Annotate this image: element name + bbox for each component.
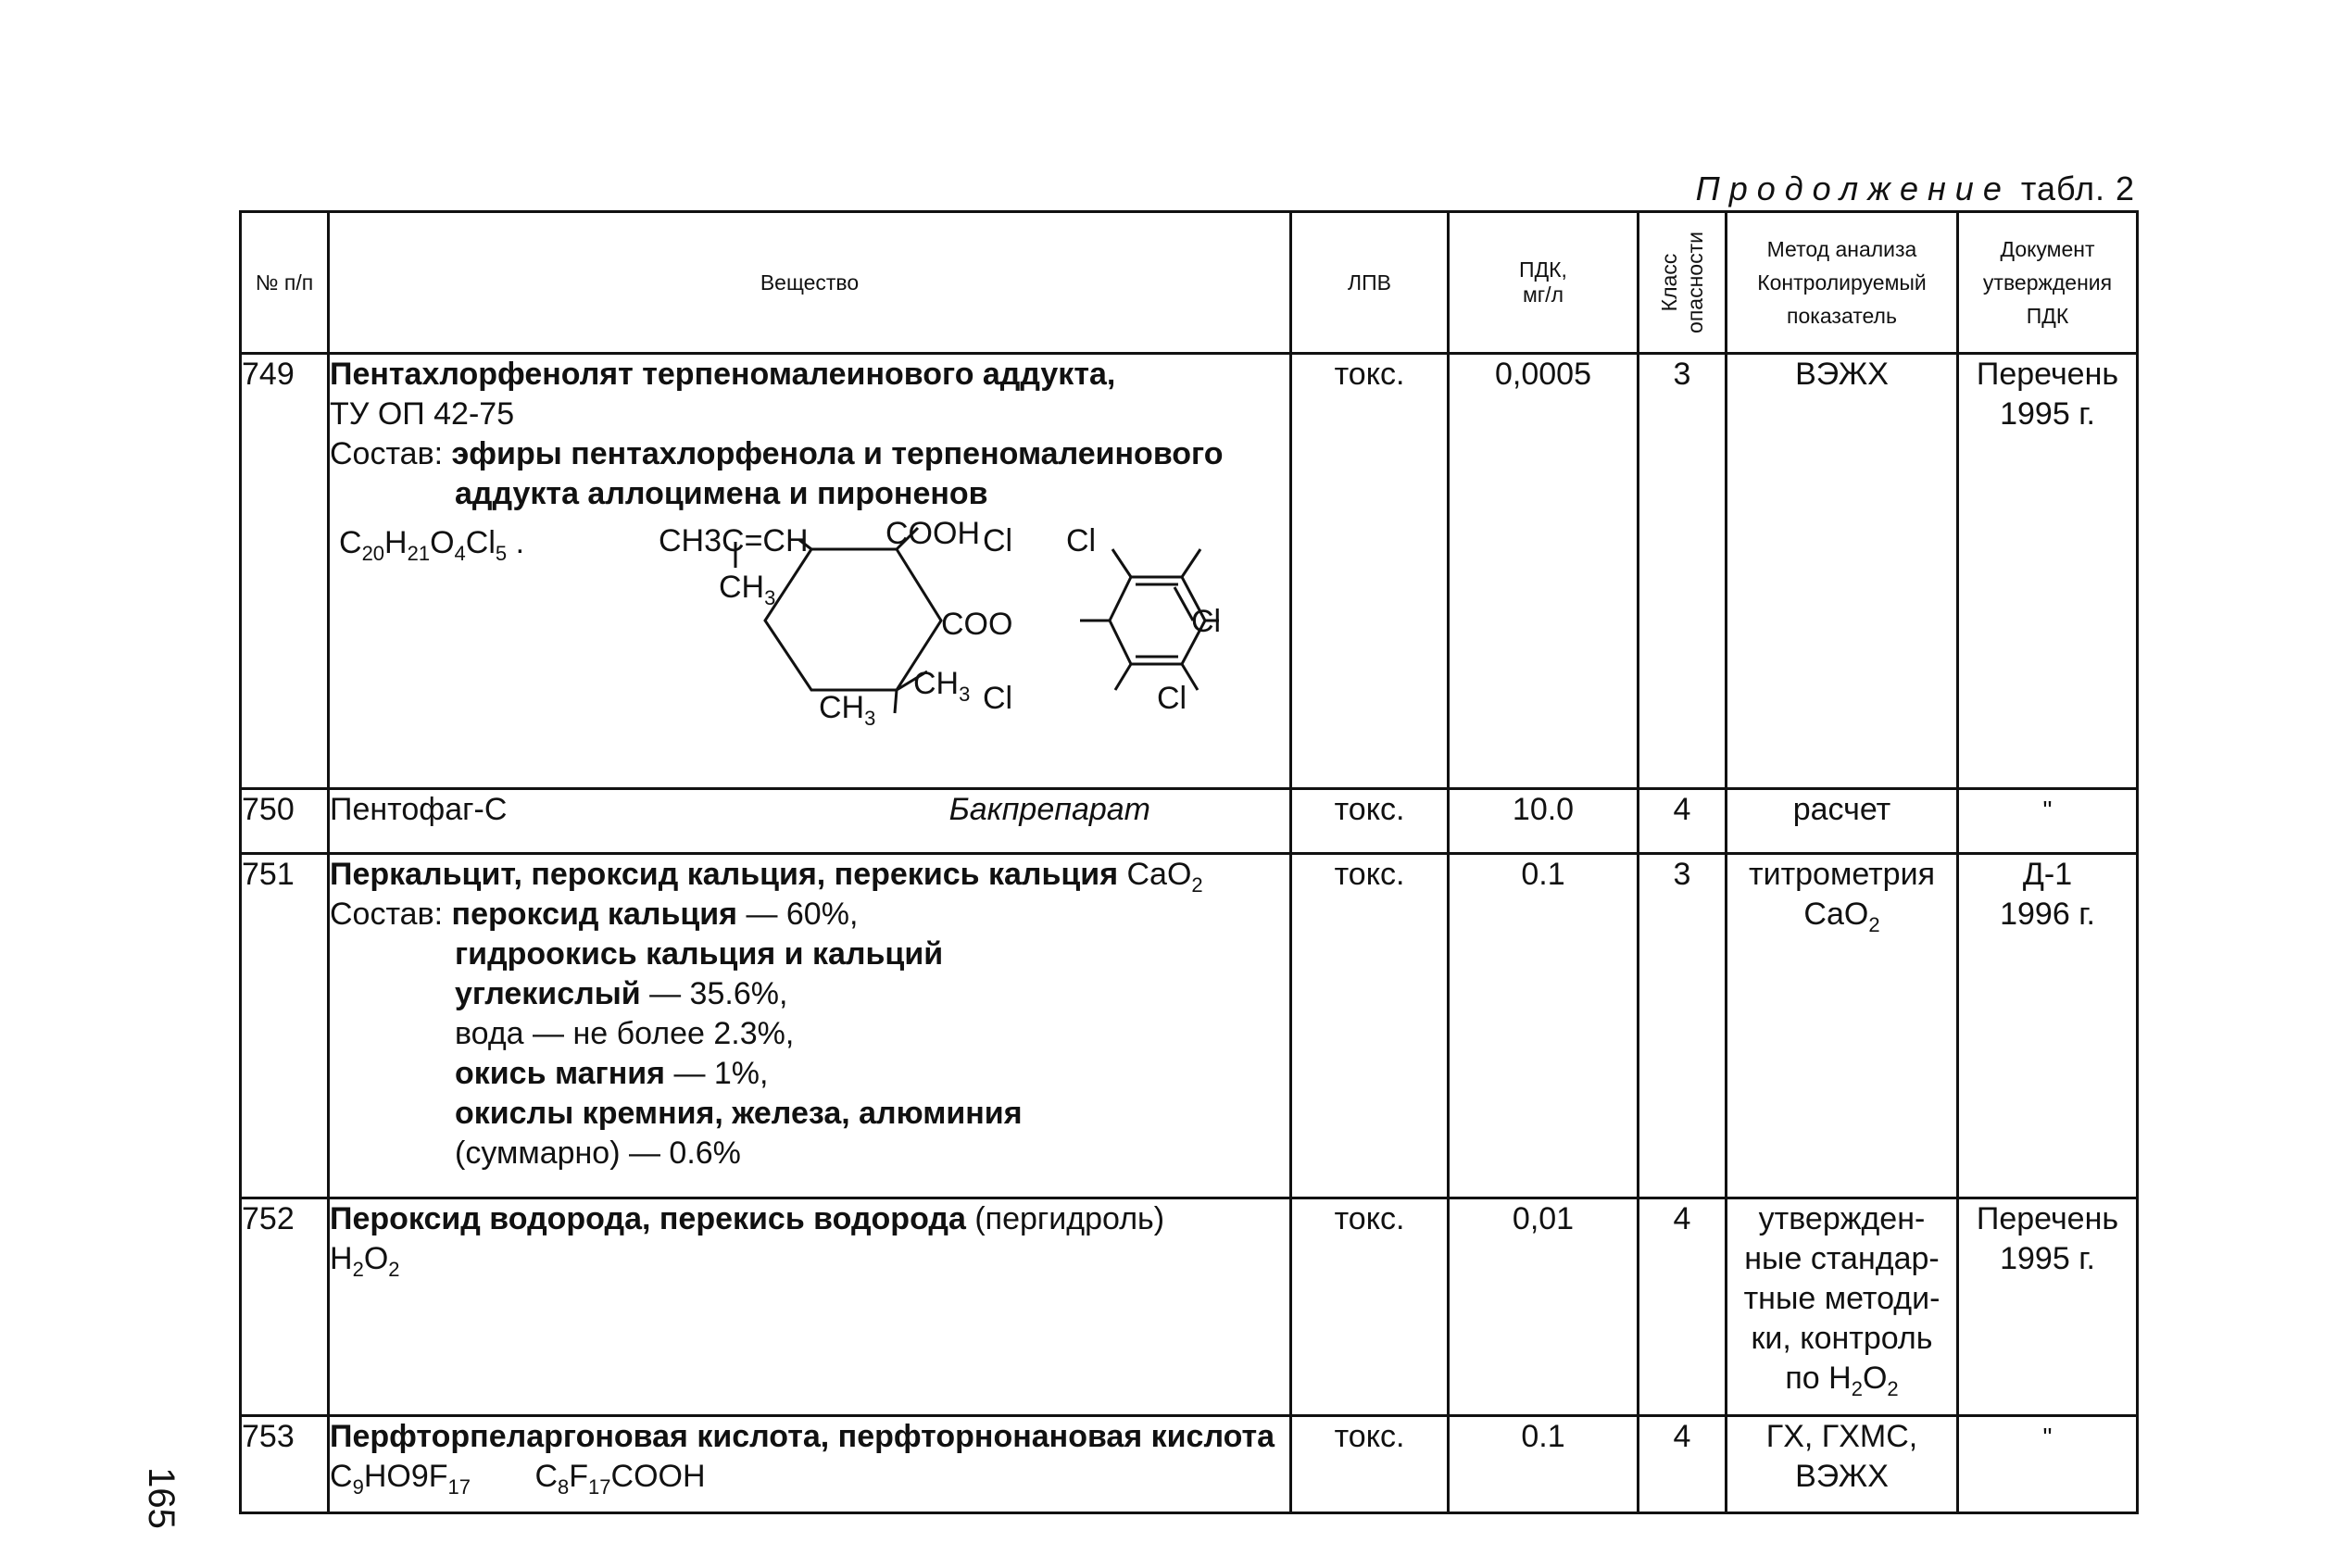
row-751-c7: (суммарно) — 0.6% [455, 1135, 741, 1171]
header-method-line1: Метод анализа [1766, 237, 1917, 261]
row-749-name: Пентахлорфенолят терпеномалеинового аддукта, [330, 357, 1116, 392]
header-substance: Вещество [329, 212, 1291, 354]
row-750-doc: " [1958, 789, 2138, 854]
row-752-doc [1958, 1198, 2138, 1416]
row-751-pdk: 0.1 [1449, 854, 1639, 1198]
row-752-substance [329, 1198, 1291, 1416]
struct-cl-3: Cl [1191, 604, 1222, 639]
header-method-line3: показатель [1787, 304, 1897, 328]
row-749-comp-label: Состав: [330, 436, 444, 471]
caption-table-ref: табл. 2 [2020, 169, 2135, 207]
bond-cl-1 [1112, 549, 1131, 577]
row-750-class: 4 [1639, 789, 1727, 854]
row-749-substance [329, 354, 1291, 789]
header-pdk-line1: ПДК, [1519, 257, 1567, 282]
row-752-name: Пероксид водорода, перекись водорода [330, 1201, 966, 1236]
struct-ch3-b: $CH_3$ [913, 666, 971, 706]
row-753-doc: " [1958, 1416, 2138, 1513]
struct-cl-1: Cl [983, 523, 1013, 558]
row-749-doc-2: 1995 г. [2000, 396, 2095, 432]
struct-ch3-a: $CH_3$ [819, 690, 876, 730]
row-750-substance [329, 789, 1291, 854]
row-751-name: Перкальцит, пероксид кальция, перекись кальция [330, 857, 1119, 892]
row-752-name2: (пергидроль) [965, 1201, 1165, 1236]
header-doc-line3: ПДК [2026, 304, 2069, 328]
table-row [241, 354, 2138, 789]
row-751-lpv: токс. [1291, 854, 1449, 1198]
row-751-doc [1958, 854, 2138, 1198]
row-750-type: Бакпрепарат [948, 792, 1150, 827]
row-751-c1b: пероксид кальция [451, 897, 737, 932]
header-method [1727, 212, 1958, 354]
row-753-formula-1: $C_9HO9F_{17}$ [330, 1459, 471, 1499]
row-749-pdk: 0,0005 [1449, 354, 1639, 789]
row-752-method-4: ки, контроль [1751, 1321, 1933, 1356]
table-row [241, 854, 2138, 1198]
row-751-method [1727, 854, 1958, 1198]
row-749-doc-1: Перечень [1976, 357, 2119, 392]
row-751-c5: — 1%, [665, 1056, 769, 1091]
row-753-method-1: ГХ, ГХМС, [1765, 1419, 1918, 1454]
bond-cl-2 [1182, 549, 1200, 577]
row-750-method: расчет [1727, 789, 1958, 854]
row-753-method [1727, 1416, 1958, 1513]
row-752-pdk: 0,01 [1449, 1198, 1639, 1416]
row-749-class: 3 [1639, 354, 1727, 789]
row-751-doc-1: Д-1 [2022, 857, 2073, 892]
header-class [1639, 212, 1727, 354]
bond-cl-4 [1115, 664, 1131, 690]
row-749-doc [1958, 354, 2138, 789]
page-number: 165 [140, 1467, 182, 1529]
row-749-comp-1: эфиры пентахлорфенола и терпеномалеинового [451, 436, 1224, 471]
row-751-c2b: гидроокись кальция и кальций [455, 936, 944, 972]
row-753-lpv: токс. [1291, 1416, 1449, 1513]
struct-l1: CH3C=CH [659, 523, 809, 558]
header-method-line2: Контролируемый [1757, 270, 1927, 295]
row-749-formula: $C_{20}H_{21}O_4Cl_5$ . [339, 525, 525, 565]
header-row [241, 212, 2138, 354]
row-751-doc-2: 1996 г. [2000, 897, 2095, 932]
header-doc-line1: Документ [2000, 237, 2095, 261]
row-753-class: 4 [1639, 1416, 1727, 1513]
row-752-num: 752 [241, 1198, 329, 1416]
row-752-lpv: токс. [1291, 1198, 1449, 1416]
header-doc [1958, 212, 2138, 354]
struct-cl-2: Cl [1066, 523, 1097, 558]
struct-cl-4: Cl [983, 681, 1013, 716]
header-doc-line2: утверждения [1982, 270, 2113, 295]
row-751-method-1: титрометрия [1749, 857, 1935, 892]
row-750-name: Пентофаг-С [330, 792, 508, 827]
row-752-class: 4 [1639, 1198, 1727, 1416]
header-num: № п/п [241, 212, 329, 354]
row-751-c3: — 35.6%, [640, 976, 788, 1011]
struct-coo: COO [941, 607, 1013, 642]
row-753-substance [329, 1416, 1291, 1513]
row-750-pdk: 10.0 [1449, 789, 1639, 854]
row-751-c5b: окись магния [455, 1056, 665, 1091]
row-751-formula: CaO$_2$ [1126, 857, 1203, 897]
header-lpv: ЛПВ [1291, 212, 1449, 354]
row-753-method-2: ВЭЖХ [1795, 1459, 1889, 1494]
row-752-formula: $H_2O_2$ [330, 1241, 400, 1281]
row-753-num: 753 [241, 1416, 329, 1513]
row-752-doc-2: 1995 г. [2000, 1241, 2095, 1276]
struct-cl-5: Cl [1157, 681, 1187, 716]
struct-cooh: COOH [885, 516, 980, 551]
row-749-comp-2: аддукта аллоцимена и пироненов [455, 476, 988, 511]
table-row [241, 1198, 2138, 1416]
caption-continuation: Продолжение [1695, 169, 2011, 207]
row-751-num: 751 [241, 854, 329, 1198]
row-749-lpv: токс. [1291, 354, 1449, 789]
header-class-line1: Класс [1657, 253, 1681, 312]
row-750-num: 750 [241, 789, 329, 854]
row-752-doc-1: Перечень [1976, 1201, 2119, 1236]
table-row [241, 789, 2138, 854]
row-751-method-2: CaO$_2$ [1803, 897, 1880, 936]
row-751-c6b: окислы кремния, железа, алюминия [455, 1096, 1023, 1131]
row-751-comp-label: Состав: [330, 897, 444, 932]
table-caption [1696, 169, 2135, 208]
row-749-tu: ТУ ОП 42-75 [330, 396, 515, 432]
row-751-substance [329, 854, 1291, 1198]
row-749-method: ВЭЖХ [1727, 354, 1958, 789]
row-751-c1: — 60%, [737, 897, 859, 932]
header-pdk [1449, 212, 1639, 354]
row-751-class: 3 [1639, 854, 1727, 1198]
row-753-formula-2: $C_8F_{17}COOH$ [534, 1459, 706, 1499]
header-class-line2: опасности [1683, 232, 1707, 333]
row-752-method-2: ные стандар- [1744, 1241, 1940, 1276]
struct-ch3-top: $CH_3$ [719, 570, 776, 609]
row-752-method-1: утвержден- [1758, 1201, 1926, 1236]
bond-ch3-a [895, 690, 897, 713]
substances-table [239, 210, 2139, 1514]
row-752-method-3: тные методи- [1743, 1281, 1940, 1316]
row-751-c4: вода — не более 2.3%, [455, 1016, 795, 1051]
header-pdk-line2: мг/л [1522, 282, 1564, 307]
row-753-name: Перфторпеларгоновая кислота, перфторнонановая кислота [330, 1419, 1275, 1454]
row-749-structure [330, 514, 1289, 730]
row-752-method [1727, 1198, 1958, 1416]
row-750-lpv: токс. [1291, 789, 1449, 854]
row-753-formulas [330, 1457, 1289, 1497]
row-752-method-5: по $H_2O_2$ [1785, 1361, 1899, 1400]
table-row [241, 1416, 2138, 1513]
row-753-pdk: 0.1 [1449, 1416, 1639, 1513]
row-749-num: 749 [241, 354, 329, 789]
row-751-c3b: углекислый [455, 976, 641, 1011]
